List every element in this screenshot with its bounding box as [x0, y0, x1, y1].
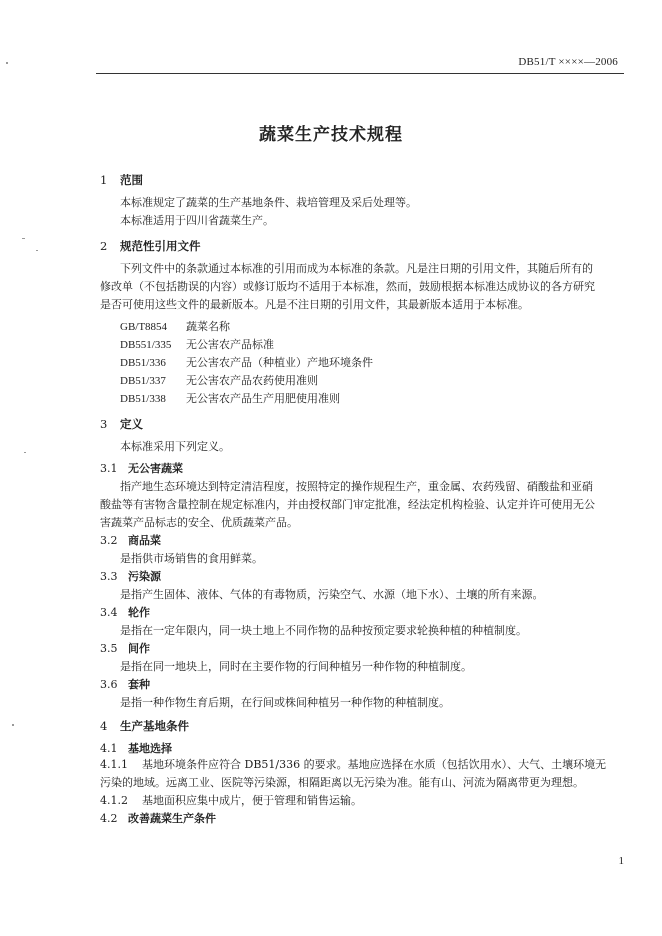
- paragraph-line: 下列文件中的条款通过本标准的引用而成为本标准的条款。凡是注日期的引用文件，其随后所有的: [120, 262, 593, 275]
- clause-number: 3.1: [100, 462, 118, 475]
- paragraph-line: 指产地生态环境达到特定清洁程度，按照特定的操作规程生产，重金属、农药残留、硝酸盐和亚硝: [120, 480, 593, 493]
- reference-name: 蔬菜名称: [186, 320, 230, 333]
- section-number: 4: [100, 719, 108, 733]
- reference-name: 无公害农产品（种植业）产地环境条件: [186, 356, 373, 369]
- clause-title: 轮作: [128, 606, 150, 619]
- paragraph-line: 基地环境条件应符合 DB51/336 的要求。基地应选择在水质（包括饮用水）、大气、土壤环境无: [142, 758, 607, 771]
- section-number: 1: [100, 173, 108, 187]
- section-4-heading: [100, 718, 189, 734]
- document-code: DB51/T ××××—2006: [518, 56, 618, 68]
- clause-number: 3.4: [100, 606, 118, 619]
- reference-item: [120, 354, 373, 370]
- paragraph: 本标准规定了蔬菜的生产基地条件、栽培管理及采后处理等。: [120, 196, 417, 209]
- page-number: 1: [618, 855, 624, 867]
- reference-name: 无公害农产品标准: [186, 338, 274, 351]
- paragraph: 是指一种作物生育后期，在行间或株间种植另一种作物的种植制度。: [120, 696, 450, 709]
- reference-item: [120, 372, 318, 388]
- definition-3-4-heading: [100, 604, 150, 620]
- section-3-heading: [100, 416, 143, 432]
- reference-name: 无公害农产品农药使用准则: [186, 374, 318, 387]
- clause-4-1-2: [100, 792, 362, 809]
- clause-title: 套种: [128, 678, 150, 691]
- clause-4-1-1: [100, 756, 606, 773]
- paragraph-line: 修改单（不包括勘误的内容）或修订版均不适用于本标准，然而，鼓励根据本标准达成协议的各方研究: [100, 280, 595, 293]
- clause-number: 3.2: [100, 534, 118, 547]
- scan-speck: [36, 250, 38, 251]
- paragraph-line: 害蔬菜产品标志的安全、优质蔬菜产品。: [100, 516, 298, 529]
- clause-title: 改善蔬菜生产条件: [128, 812, 216, 825]
- reference-item: [120, 336, 274, 352]
- definition-3-6-heading: [100, 676, 150, 692]
- clause-title: 基地选择: [128, 742, 172, 755]
- reference-code: GB/T8854: [120, 321, 168, 333]
- paragraph-line: 污染的地域。远离工业、医院等污染源，相隔距离以无污染为准。能有山、河流为隔离带更为理想。: [100, 776, 584, 789]
- scan-speck: [12, 724, 14, 726]
- clause-number: 4.1.2: [100, 794, 128, 807]
- scan-speck: [6, 62, 8, 64]
- section-number: 3: [100, 417, 108, 431]
- section-2-heading: [100, 238, 201, 254]
- section-title: 范围: [120, 173, 143, 187]
- scan-speck: [22, 238, 25, 239]
- definition-3-3-heading: [100, 568, 161, 584]
- reference-code: DB51/338: [120, 393, 166, 405]
- paragraph-line: 酸盐等有害物含量控制在规定标准内，并由授权部门审定批准，经法定机构检验、认定并许可使用无公: [100, 498, 595, 511]
- clause-4-2-heading: [100, 810, 216, 826]
- reference-item: [120, 318, 230, 334]
- clause-number: 4.2: [100, 812, 118, 825]
- clause-number: 3.3: [100, 570, 118, 583]
- paragraph: 是指在同一地块上，同时在主要作物的行间种植另一种作物的种植制度。: [120, 660, 472, 673]
- paragraph: 本标准采用下列定义。: [120, 440, 230, 453]
- paragraph: 是指在一定年限内，同一块土地上不同作物的品种按预定要求轮换种植的种植制度。: [120, 624, 527, 637]
- definition-3-1-heading: [100, 460, 183, 476]
- definition-3-2-heading: [100, 532, 161, 548]
- section-title: 定义: [120, 417, 143, 431]
- paragraph: 本标准适用于四川省蔬菜生产。: [120, 214, 274, 227]
- clause-4-1-heading: [100, 740, 172, 756]
- clause-title: 污染源: [128, 570, 161, 583]
- clause-number: 4.1.1: [100, 758, 128, 771]
- paragraph-line: 是否可使用这些文件的最新版本。凡是不注日期的引用文件，其最新版本适用于本标准。: [100, 298, 529, 311]
- header-rule: [96, 73, 624, 74]
- section-1-heading: [100, 172, 143, 188]
- clause-number: 3.5: [100, 642, 118, 655]
- scan-speck: [24, 452, 26, 453]
- clause-number: 3.6: [100, 678, 118, 691]
- clause-title: 无公害蔬菜: [128, 462, 183, 475]
- reference-code: DB551/335: [120, 339, 172, 351]
- document-title: 蔬菜生产技术规程: [259, 125, 403, 145]
- reference-name: 无公害农产品生产用肥使用准则: [186, 392, 340, 405]
- paragraph: 基地面积应集中成片，便于管理和销售运输。: [142, 794, 362, 807]
- paragraph: 是指供市场销售的食用鲜菜。: [120, 552, 263, 565]
- clause-title: 间作: [128, 642, 150, 655]
- reference-code: DB51/337: [120, 375, 166, 387]
- definition-3-5-heading: [100, 640, 150, 656]
- section-title: 规范性引用文件: [120, 239, 201, 253]
- clause-number: 4.1: [100, 742, 118, 755]
- section-number: 2: [100, 239, 108, 253]
- section-title: 生产基地条件: [120, 719, 189, 733]
- reference-code: DB51/336: [120, 357, 166, 369]
- reference-item: [120, 390, 340, 406]
- clause-title: 商品菜: [128, 534, 161, 547]
- paragraph: 是指产生固体、液体、气体的有毒物质，污染空气、水源（地下水）、土壤的所有来源。: [120, 588, 544, 601]
